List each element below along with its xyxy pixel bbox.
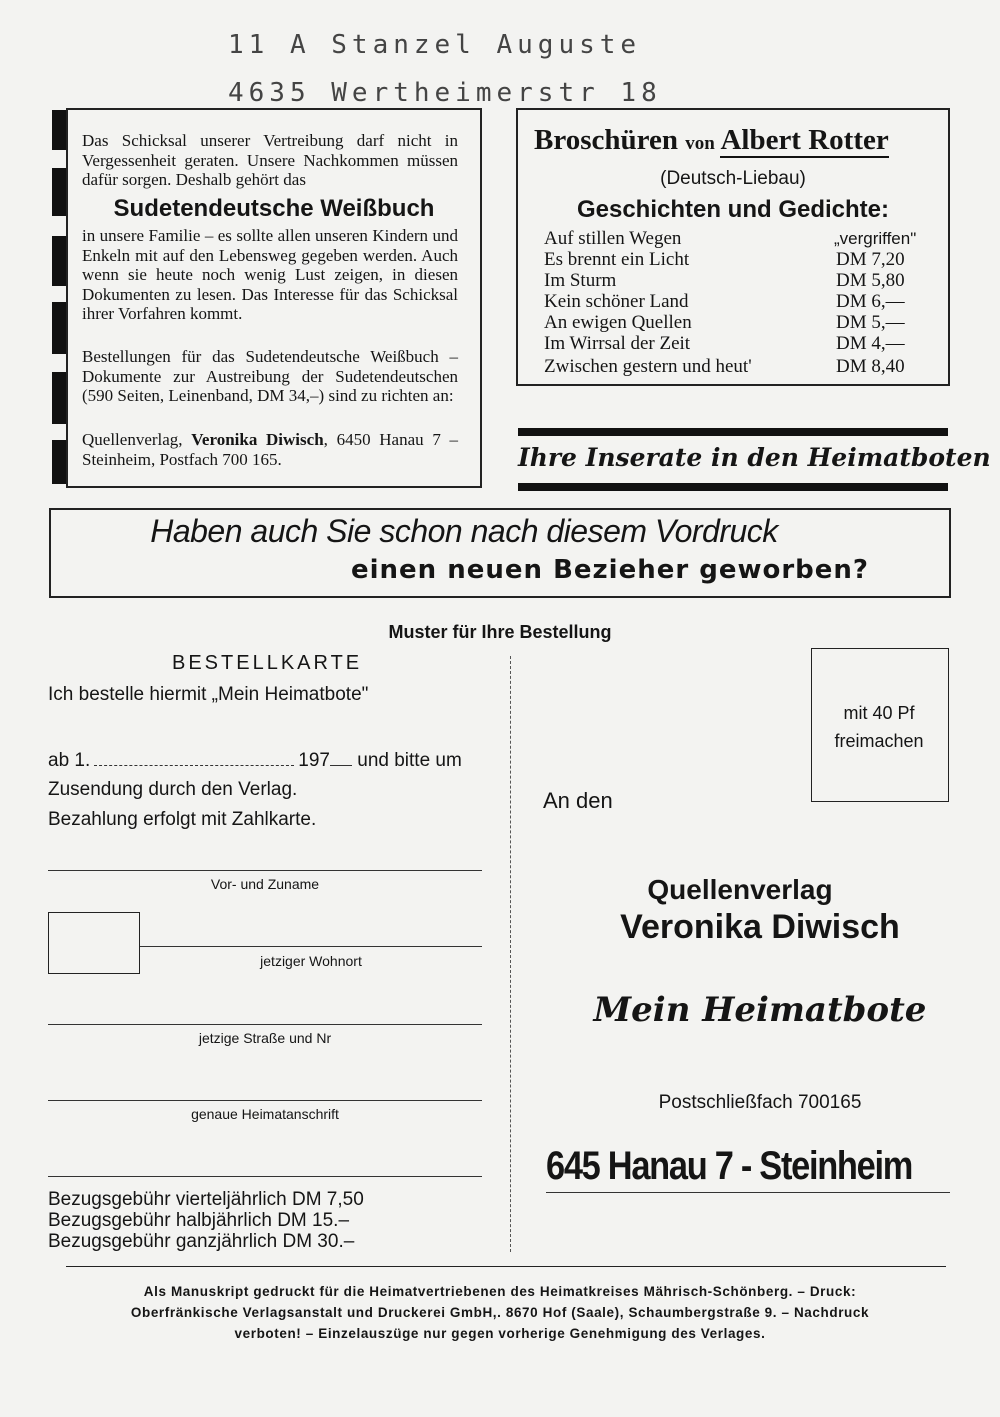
recipient-publisher: Quellenverlag <box>647 874 833 905</box>
city-underline <box>546 1192 950 1193</box>
publisher-name: Quellenverlag, <box>82 430 192 449</box>
ad-side-bar <box>52 302 66 354</box>
stamp-note-2: freimachen <box>834 731 924 751</box>
brochure-price: DM 6,— <box>836 291 905 312</box>
weissbuch-body: in unsere Familie – es sollte allen unseren Kindern und Enkeln mit auf den Lebensweg gegeben werden. Auch wenn sie heute noch wenig Lust zeigen, in diesen Dokumenten zu lesen. Das Interesse für das Schicksal ihrer Vorfahren kommt. <box>82 226 458 323</box>
ad-side-bar <box>52 440 66 484</box>
brochure-title: Zwischen gestern und heut' <box>544 356 752 377</box>
start-suffix: und bitte um <box>351 750 462 771</box>
brochures-title <box>534 124 889 157</box>
recipient-city: 645 Hanau 7 - Steinheim <box>546 1144 913 1188</box>
brochure-price: DM 5,— <box>836 312 905 333</box>
imprint <box>40 1281 960 1344</box>
inserate-banner: Ihre Inserate in den Heimatboten <box>518 443 991 472</box>
start-year: 197 <box>298 750 330 771</box>
brochures-title-von: von <box>685 133 715 154</box>
ad-side-bar <box>52 236 66 286</box>
brochure-price: „vergriffen" <box>834 229 917 248</box>
start-year-blank[interactable] <box>330 765 352 766</box>
stamp-box <box>811 648 949 802</box>
brochure-price: DM 8,40 <box>836 356 905 377</box>
brochure-title: Kein schöner Land <box>544 291 689 312</box>
street-field-label: jetzige Straße und Nr <box>198 1030 332 1046</box>
start-date-blank[interactable] <box>94 765 294 766</box>
imprint-line-2: Oberfränkische Verlagsanstalt und Druckerei GmbH,. 8670 Hof (Saale), Schaumbergstraße 9. – Nachdruck <box>130 1305 870 1320</box>
weissbuch-address <box>82 430 458 469</box>
brochure-price: DM 5,80 <box>836 270 905 291</box>
name-field[interactable] <box>48 870 482 871</box>
weissbuch-title: Sudetendeutsche Weißbuch <box>113 195 435 222</box>
extra-field[interactable] <box>48 1176 482 1177</box>
postal-code-box[interactable] <box>48 912 140 974</box>
delivery-note: Zusendung durch den Verlag. <box>48 779 298 800</box>
address-line-1: 11 A Stanzel Auguste <box>228 30 642 60</box>
brochure-title: An ewigen Quellen <box>544 312 692 333</box>
brochures-subtitle: Geschichten und Gedichte: <box>576 196 890 223</box>
town-field[interactable] <box>140 946 482 947</box>
start-prefix: ab 1. <box>48 750 91 771</box>
fee-half-year: Bezugsgebühr halbjährlich DM 15.– <box>48 1210 350 1231</box>
fee-quarterly: Bezugsgebühr vierteljährlich DM 7,50 <box>48 1189 364 1210</box>
recipient-pobox: Postschließfach 700165 <box>658 1092 862 1113</box>
ad-side-bar <box>52 372 66 424</box>
street-field[interactable] <box>48 1024 482 1025</box>
ad-side-bar <box>52 110 66 150</box>
recruit-question-line2: einen neuen Bezieher geworben? <box>350 555 870 585</box>
name-field-label: Vor- und Zuname <box>210 876 320 892</box>
address-line-2: 4635 Wertheimerstr 18 <box>228 78 662 108</box>
brochures-title-word: Broschüren <box>534 124 678 156</box>
recipient-paper: Mein Heimatbote <box>593 990 927 1030</box>
brochure-price: DM 7,20 <box>836 249 905 270</box>
publisher-location: , 6450 Hanau 7 – Steinheim, Postfach 700 165. <box>82 430 458 469</box>
homeland-address-field[interactable] <box>48 1100 482 1101</box>
brochure-title: Im Sturm <box>544 270 617 291</box>
weissbuch-order-info: Bestellungen für das Sudetendeutsche Weißbuch – Dokumente zur Austreibung der Sudetendeutschen (590 Seiten, Leinenband, DM 34,–) sind zu richten an: <box>82 347 458 405</box>
card-title: BESTELLKARTE <box>172 652 363 674</box>
weissbuch-intro: Das Schicksal unserer Vertreibung darf nicht in Vergessenheit geraten. Unsere Nachkommen müssen dafür sorgen. Deshalb gehört das <box>82 131 458 189</box>
brochures-origin: (Deutsch-Liebau) <box>660 168 806 189</box>
banner-rule-bottom <box>518 483 948 491</box>
brochure-price: DM 4,— <box>836 333 905 354</box>
recipient-label: An den <box>543 788 613 813</box>
fee-yearly: Bezugsgebühr ganzjährlich DM 30.– <box>48 1231 355 1252</box>
brochure-title: Es brennt ein Licht <box>544 249 690 270</box>
order-heading: Muster für Ihre Bestellung <box>388 622 612 642</box>
stamp-note-1: mit 40 Pf <box>843 703 915 723</box>
card-divider <box>510 656 511 1252</box>
footer-rule <box>66 1266 946 1267</box>
recipient-name: Veronika Diwisch <box>620 908 900 946</box>
ad-side-bar <box>52 168 66 216</box>
brochure-title: Auf stillen Wegen <box>544 228 682 249</box>
town-field-label: jetziger Wohnort <box>260 953 362 969</box>
publisher-owner: Veronika Diwisch <box>191 430 324 449</box>
order-statement: Ich bestelle hiermit „Mein Heimatbote" <box>48 684 369 705</box>
homeland-address-label: genaue Heimatanschrift <box>191 1106 339 1122</box>
start-date-line <box>48 750 462 772</box>
payment-note: Bezahlung erfolgt mit Zahlkarte. <box>48 809 317 830</box>
imprint-line-1: Als Manuskript gedruckt für die Heimatvertriebenen des Heimatkreises Mährisch-Schönberg. – Druck: <box>143 1284 857 1299</box>
imprint-line-3: verboten! – Einzelauszüge nur gegen vorherige Genehmigung des Verlages. <box>234 1326 766 1341</box>
brochure-title: Im Wirrsal der Zeit <box>544 333 691 354</box>
banner-rule-top <box>518 428 948 436</box>
recruit-question-line1: Haben auch Sie schon nach diesem Vordruck <box>150 513 778 549</box>
brochures-author: Albert Rotter <box>720 124 889 156</box>
